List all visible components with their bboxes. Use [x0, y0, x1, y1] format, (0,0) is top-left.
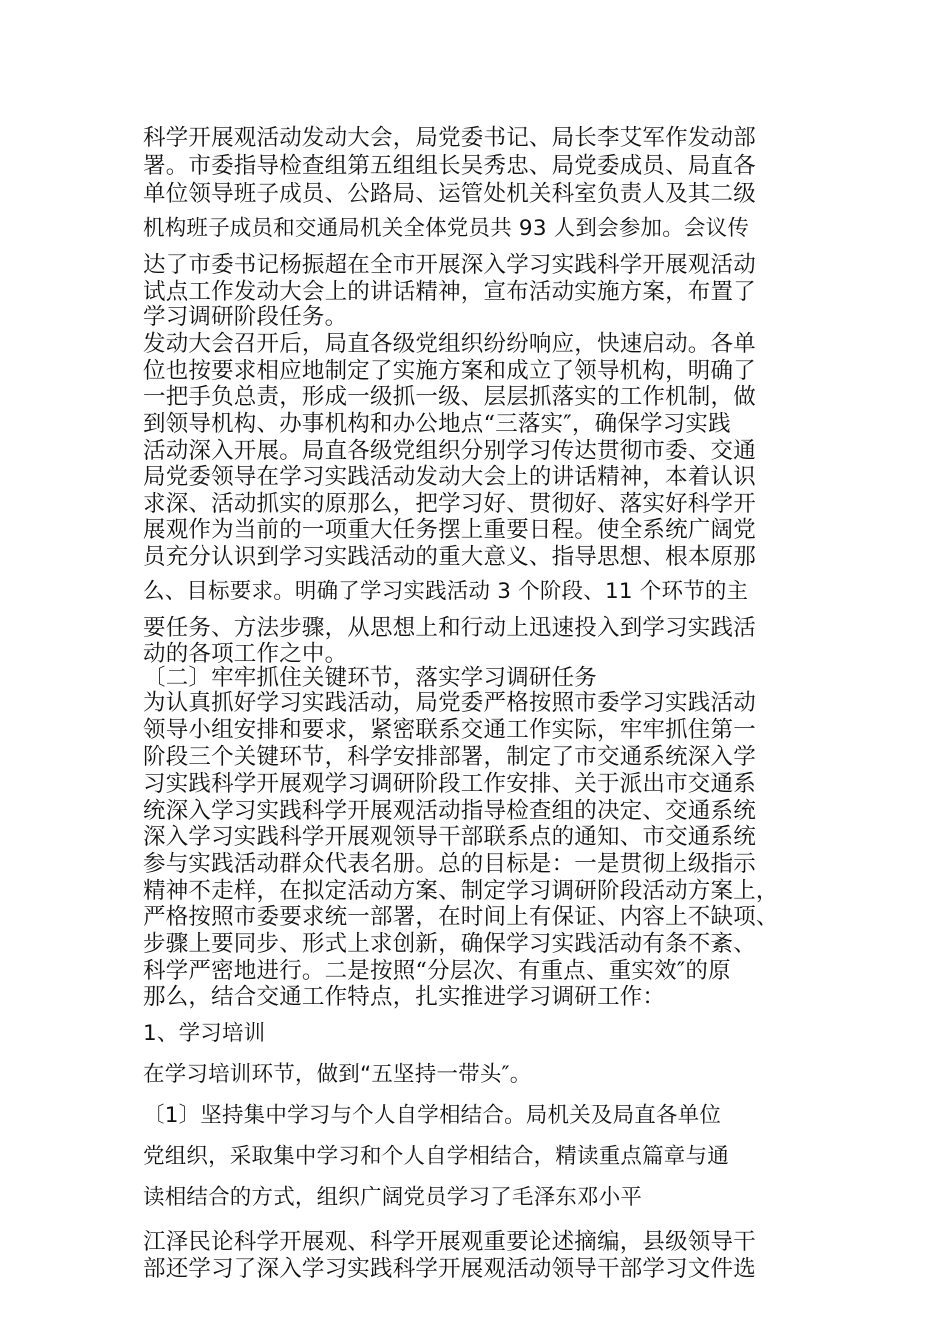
text-line: 展观作为当前的一项重大任务摆上重要日程。使全系统广阔党: [143, 517, 756, 543]
section-heading: 〔二〕牢牢抓住关键环节，落实学习调研任务: [143, 665, 598, 691]
text-line: 局党委领导在学习实践活动发动大会上的讲话精神，本着认识: [143, 464, 756, 490]
text-line: 读相结合的方式，组织广阔党员学习了毛泽东邓小平: [143, 1185, 643, 1210]
text-line: 员充分认识到学习实践活动的重大意义、指导思想、根本原那: [143, 544, 756, 570]
text-line: 步骤上要同步、形式上求创新，确保学习实践活动有条不紊、: [143, 931, 756, 957]
text-line: 深入学习实践科学开展观领导干部联系点的通知、市交通系统: [143, 824, 756, 850]
text-line: 科学开展观活动发动大会，局党委书记、局长李艾军作发动部: [143, 125, 756, 151]
text-line: 党组织，采取集中学习和个人自学相结合，精读重点篇章与通: [143, 1144, 729, 1169]
text-line: 阶段三个关键环节，科学安排部署，制定了市交通系统深入学: [143, 744, 756, 770]
text-line: 为认真抓好学习实践活动，局党委严格按照市委学习实践活动: [143, 690, 756, 716]
text-line: 活动深入开展。局直各级党组织分别学习传达贯彻市委、交通: [143, 438, 756, 464]
text-line: 机构班子成员和交通局机关全体党员共 93 人到会参加。会议传: [143, 216, 750, 241]
text-line: 精神不走样，在拟定活动方案、制定学习调研阶段活动方案上，: [143, 878, 779, 904]
text-line: 部还学习了深入学习实践科学开展观活动领导干部学习文件选: [143, 1256, 756, 1282]
text-line: 达了市委书记杨振超在全市开展深入学习实践科学开展观活动: [143, 252, 756, 278]
text-line: 在学习培训环节，做到“五坚持一带头″。: [143, 1062, 532, 1087]
text-line: 那么，结合交通工作特点，扎实推进学习调研工作：: [143, 984, 666, 1010]
text-line: 〔1〕坚持集中学习与个人自学相结合。局机关及局直各单位: [143, 1103, 722, 1128]
text-line: 么、目标要求。明确了学习实践活动 3 个阶段、11 个环节的主: [143, 579, 749, 604]
subsection-heading: 1、学习培训: [143, 1021, 266, 1046]
text-line: 参与实践活动群众代表名册。总的目标是：一是贯彻上级指示: [143, 851, 756, 877]
text-line: 署。市委指导检查组第五组组长吴秀忠、局党委成员、局直各: [143, 153, 756, 179]
text-line: 一把手负总责，形成一级抓一级、层层抓落实的工作机制，做: [143, 384, 756, 410]
text-line: 学习调研阶段任务。: [143, 304, 348, 330]
text-line: 要任务、方法步骤，从思想上和行动上迅速投入到学习实践活: [143, 615, 756, 641]
text-line: 求深、活动抓实的原那么，把学习好、贯彻好、落实好科学开: [143, 491, 756, 517]
text-line: 试点工作发动大会上的讲话精神，宣布活动实施方案，布置了: [143, 279, 756, 305]
text-line: 领导小组安排和要求，紧密联系交通工作实际，牢牢抓住第一: [143, 717, 756, 743]
text-line: 严格按照市委要求统一部署，在时间上有保证、内容上不缺项、: [143, 904, 779, 930]
text-line: 发动大会召开后，局直各级党组织纷纷响应，快速启动。各单: [143, 331, 756, 357]
text-line: 单位领导班子成员、公路局、运管处机关科室负责人及其二级: [143, 181, 756, 207]
text-line: 动的各项工作之中。: [143, 641, 348, 667]
text-line: 科学严密地进行。二是按照“分层次、有重点、重实效″的原: [143, 958, 731, 984]
text-line: 到领导机构、办事机构和办公地点“三落实″，确保学习实践: [143, 411, 731, 437]
text-line: 江泽民论科学开展观、科学开展观重要论述摘编，县级领导干: [143, 1229, 756, 1255]
text-line: 位也按要求相应地制定了实施方案和成立了领导机构，明确了: [143, 358, 756, 384]
text-line: 统深入学习实践科学开展观活动指导检查组的决定、交通系统: [143, 798, 756, 824]
text-line: 习实践科学开展观学习调研阶段工作安排、关于派出市交通系: [143, 771, 756, 797]
